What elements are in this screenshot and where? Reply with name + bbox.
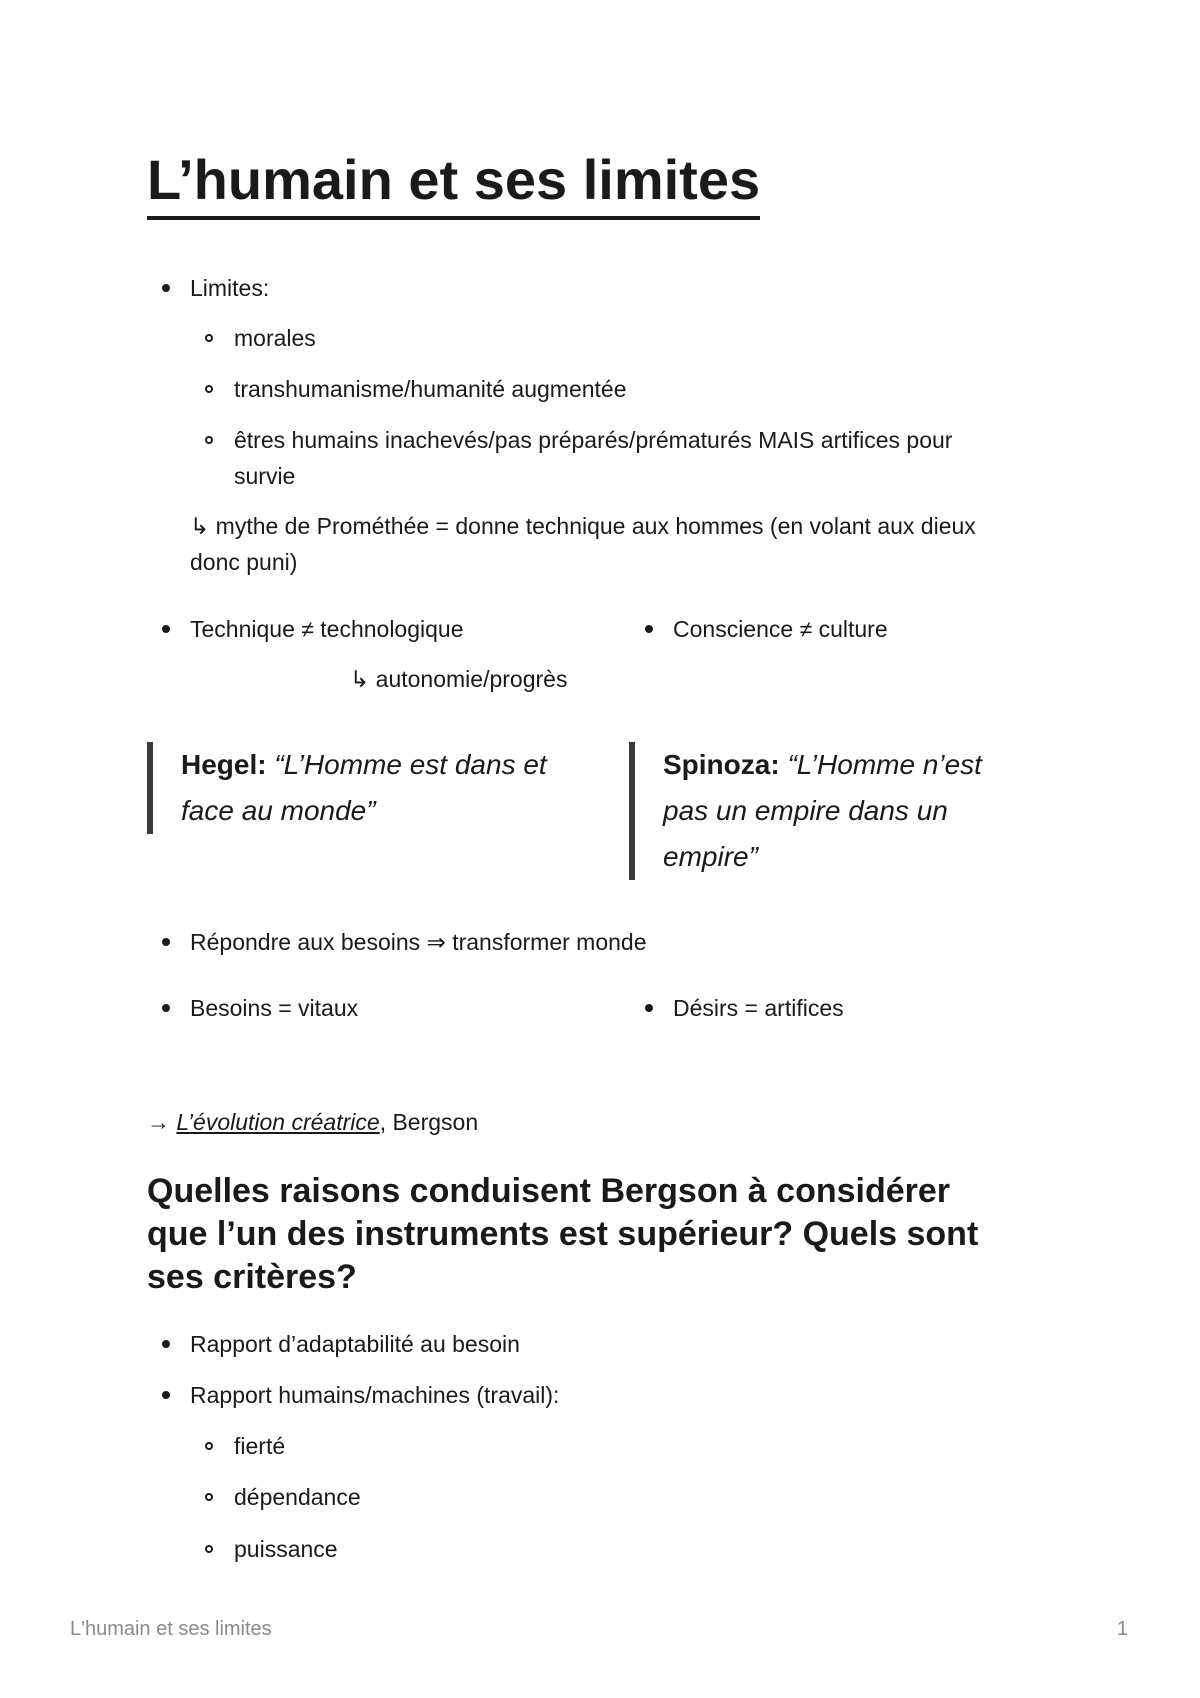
question-heading	[147, 1170, 1047, 1299]
footer-title: L'humain et ses limites	[70, 1618, 272, 1640]
bullet-icon	[162, 1004, 170, 1012]
quote-author: Spinoza:	[663, 749, 780, 780]
bullet-icon	[162, 625, 170, 633]
circle-bullet-icon	[205, 1442, 213, 1450]
technique-note: ↳ autonomie/progrès	[350, 666, 568, 692]
list-item-repondre: Répondre aux besoins ⇒ transformer monde	[190, 929, 647, 955]
list-item-limites: Limites:	[190, 275, 270, 301]
circle-bullet-icon	[205, 436, 213, 444]
question-line: Quelles raisons conduisent Bergson à considérer	[147, 1172, 951, 1210]
promethee-note-continuation: donc puni)	[190, 549, 298, 575]
promethee-note: ↳ mythe de Prométhée = donne technique aux hommes (en volant aux dieux	[190, 513, 976, 539]
sublist-item: fierté	[234, 1433, 286, 1459]
sublist-item: morales	[234, 325, 316, 351]
circle-bullet-icon	[205, 334, 213, 342]
sublist-item-continuation: survie	[234, 463, 296, 489]
quote-author: Hegel:	[181, 749, 267, 780]
quote-hegel	[147, 742, 547, 834]
sublist-item: êtres humains inachevés/pas préparés/prématurés MAIS artifices pour	[234, 427, 953, 453]
page-number: 1	[1116, 1618, 1128, 1640]
sublist-item: puissance	[234, 1536, 338, 1562]
bullet-icon	[162, 1340, 170, 1348]
list-item-conscience: Conscience ≠ culture	[673, 616, 888, 642]
quote-text: pas un empire dans un	[663, 795, 948, 826]
list-item-desirs: Désirs = artifices	[673, 995, 844, 1021]
book-link[interactable]: L’évolution créatrice	[176, 1109, 380, 1135]
question-line: que l’un des instruments est supérieur? Quels sont	[147, 1215, 979, 1253]
book-reference	[147, 1104, 478, 1140]
page-title: L’humain et ses limites	[147, 148, 760, 220]
bullet-icon	[162, 938, 170, 946]
arrow-icon: →	[147, 1109, 170, 1135]
bullet-icon	[162, 1391, 170, 1399]
list-item-besoins: Besoins = vitaux	[190, 995, 359, 1021]
bullet-icon	[162, 284, 170, 292]
book-author: , Bergson	[379, 1109, 479, 1135]
quote-text: empire”	[663, 841, 758, 872]
quote-text: “L’Homme est dans et	[274, 749, 547, 780]
bullet-icon	[645, 1004, 653, 1012]
list-item-technique: Technique ≠ technologique	[190, 616, 464, 642]
bullet-icon	[645, 625, 653, 633]
list-item-rapport-humains: Rapport humains/machines (travail):	[190, 1382, 560, 1408]
sublist-item: transhumanisme/humanité augmentée	[234, 376, 627, 402]
circle-bullet-icon	[205, 1545, 213, 1553]
question-line: ses critères?	[147, 1258, 357, 1296]
circle-bullet-icon	[205, 385, 213, 393]
quote-text: “L’Homme n’est	[787, 749, 982, 780]
sublist-item: dépendance	[234, 1484, 361, 1510]
list-item-adaptabilite: Rapport d’adaptabilité au besoin	[190, 1331, 520, 1357]
quote-spinoza	[629, 742, 982, 880]
circle-bullet-icon	[205, 1493, 213, 1501]
quote-text: face au monde”	[181, 795, 376, 826]
